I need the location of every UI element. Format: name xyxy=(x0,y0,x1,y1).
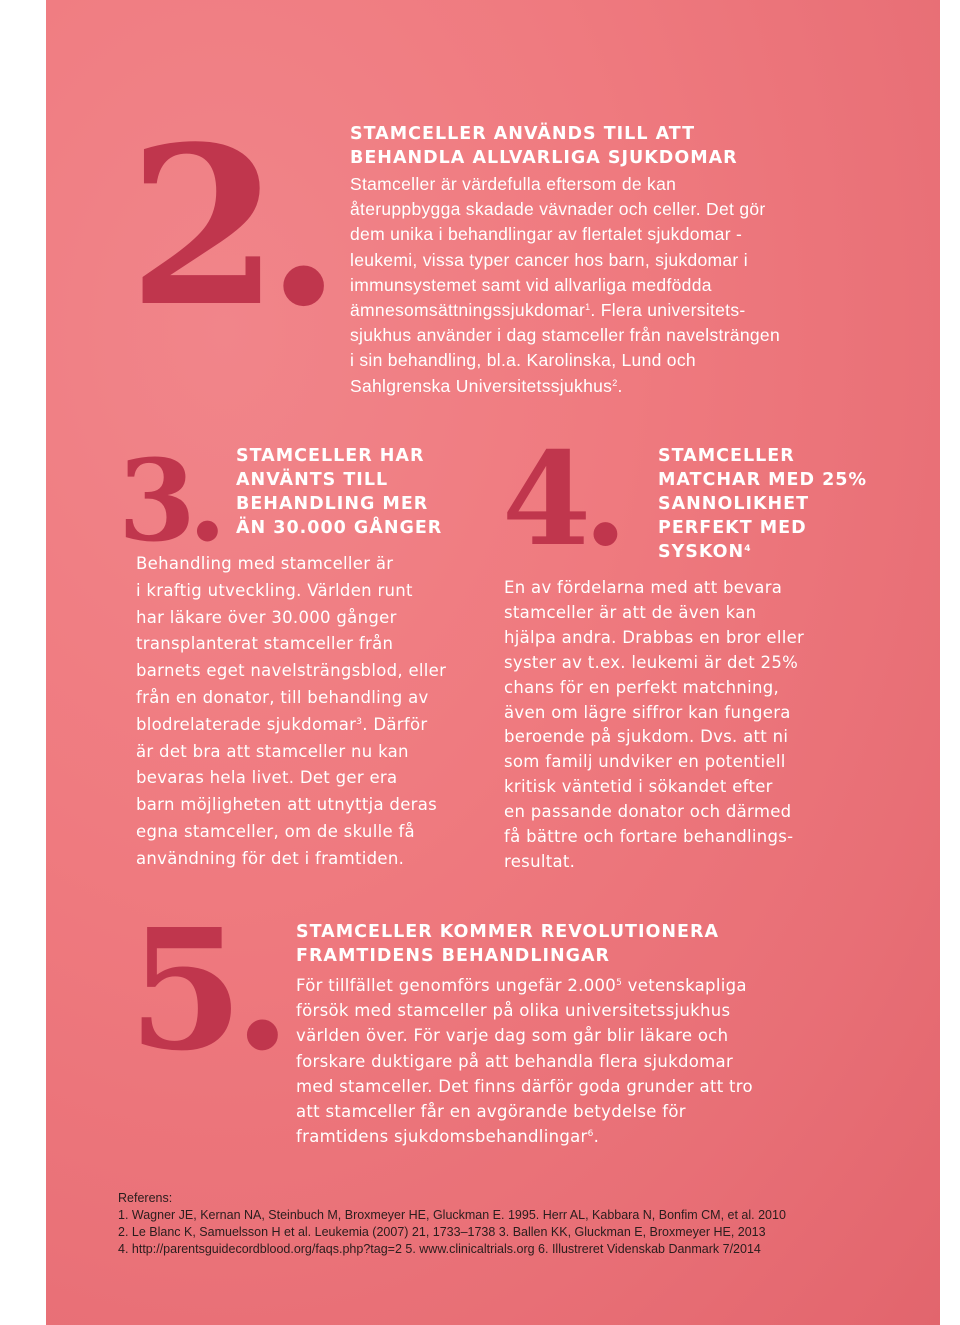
body-line: resultat. xyxy=(504,851,576,871)
body-line: även om lägre siffror kan fungera xyxy=(504,702,791,722)
body-line: Behandling med stamceller är xyxy=(136,554,394,573)
section-2-heading xyxy=(350,122,738,170)
body-line: användning för det i framtiden. xyxy=(136,848,405,868)
heading-text-run: SYSKON xyxy=(658,542,745,562)
body-line: immunsystemet samt vid allvarliga medfödda xyxy=(350,274,712,295)
body-line: transplanterat stamceller från xyxy=(136,634,394,654)
body-line: är det bra att stamceller nu kan xyxy=(136,741,409,761)
footnote-ref: 6 xyxy=(587,1129,594,1140)
body-line xyxy=(296,973,753,998)
body-text-run: blodrelaterade sjukdomar xyxy=(136,714,357,734)
footnote-ref: 2 xyxy=(612,377,618,388)
body-line: Stamceller är värdefulla eftersom de kan xyxy=(350,174,677,194)
section-3-number: 3. xyxy=(118,436,219,567)
body-line: försök med stamceller på olika universitetssjukhus xyxy=(296,1001,731,1021)
references xyxy=(118,1190,786,1258)
heading-line: MATCHAR MED 25% xyxy=(658,470,868,490)
section-5-number: 5. xyxy=(128,893,282,1088)
body-line: bevaras hela livet. Det ger era xyxy=(136,768,398,788)
heading-line: BEHANDLING MER xyxy=(236,494,429,514)
heading-line: FRAMTIDENS BEHANDLINGAR xyxy=(296,946,611,966)
body-line: barn möjligheten att utnyttja deras xyxy=(136,795,438,815)
heading-line: STAMCELLER HAR xyxy=(236,446,425,466)
body-line: som familj undviker en potentiell xyxy=(504,752,786,772)
footnote-ref: 1 xyxy=(585,302,591,313)
page-background xyxy=(46,0,940,1325)
section-4-heading xyxy=(658,444,867,564)
section-5-heading xyxy=(296,920,719,968)
heading-line: SANNOLIKHET xyxy=(658,494,810,514)
heading-line xyxy=(658,540,867,564)
body-text-run: . xyxy=(617,375,623,396)
page-margin-right xyxy=(940,0,960,1325)
body-line: med stamceller. Det finns därför goda grunder att tro xyxy=(296,1076,753,1096)
section-5-body xyxy=(296,973,753,1149)
body-line: barnets eget navelsträngsblod, eller xyxy=(136,661,447,681)
body-text-run: För tillfället genomförs ungefär 2.000 xyxy=(296,976,617,995)
body-line xyxy=(350,374,780,399)
body-line: återuppbygga skadade vävnader och celler. Det gör xyxy=(350,199,766,220)
body-line: egna stamceller, om de skulle få xyxy=(136,821,415,841)
body-text-run: . Därför xyxy=(362,714,428,734)
body-text-run: vetenskapliga xyxy=(622,976,747,995)
body-line xyxy=(296,1124,753,1149)
heading-line: ANVÄNTS TILL xyxy=(236,470,389,490)
body-line: en passande donator och därmed xyxy=(504,802,792,822)
section-3-heading xyxy=(236,444,442,540)
body-line: kritisk väntetid i sökandet efter xyxy=(504,777,773,797)
body-line: hjälpa andra. Drabbas en bror eller xyxy=(504,627,805,647)
footnote-ref: 4 xyxy=(744,544,752,554)
body-line: i sin behandling, bl.a. Karolinska, Lund och xyxy=(350,350,696,371)
body-line: från en donator, till behandling av xyxy=(136,687,429,707)
reference-line: 2. Le Blanc K, Samuelsson H et al. Leukemia (2007) 21, 1733–1738 3. Ballen KK, Gluckman E, Broxmeyer HE, 2013 xyxy=(118,1225,766,1239)
body-line: syster av t.ex. leukemi är det 25% xyxy=(504,652,799,672)
body-line: stamceller är att de även kan xyxy=(504,602,757,622)
heading-line: BEHANDLA ALLVARLIGA SJUKDOMAR xyxy=(350,148,738,168)
page-margin-left xyxy=(0,0,46,1325)
heading-line: ÄN 30.000 GÅNGER xyxy=(236,518,443,538)
body-line xyxy=(136,712,446,739)
body-text-run: . Flera universitets- xyxy=(590,300,746,321)
heading-line: STAMCELLER KOMMER REVOLUTIONERA xyxy=(296,922,719,942)
section-4-body xyxy=(504,576,804,875)
body-line: få bättre och fortare behandlings- xyxy=(504,827,794,847)
body-line: forskare duktigare på att behandla flera sjukdomar xyxy=(296,1051,734,1071)
body-line: att stamceller får en avgörande betydelse för xyxy=(296,1102,686,1122)
section-2-body xyxy=(350,172,780,399)
heading-line: STAMCELLER xyxy=(658,446,795,466)
body-text-run: Sahlgrenska Universitetssjukhus xyxy=(350,375,613,396)
reference-line: 1. Wagner JE, Kernan NA, Steinbuch M, Broxmeyer HE, Gluckman E. 1995. Herr AL, Kabbara N, Bonfim CM, et al. 2010 xyxy=(118,1208,786,1222)
body-line: har läkare över 30.000 gånger xyxy=(136,607,397,627)
body-line: världen över. För varje dag som går blir läkare och xyxy=(296,1026,729,1046)
body-line: beroende på sjukdom. Dvs. att ni xyxy=(504,727,789,747)
body-line: dem unika i behandlingar av flertalet sjukdomar - xyxy=(350,224,743,245)
body-line: En av fördelarna med att bevara xyxy=(504,578,783,597)
body-line: leukemi, vissa typer cancer hos barn, sjukdomar i xyxy=(350,249,748,270)
body-line: chans för en perfekt matchning, xyxy=(504,677,780,697)
heading-line: STAMCELLER ANVÄNDS TILL ATT xyxy=(350,124,696,144)
footnote-ref: 3 xyxy=(356,716,363,727)
reference-line: 4. http://parentsguidecordblood.org/faqs.php?tag=2 5. www.clinicaltrials.org 6. Illustreret Videnskab Danmark 7/2014 xyxy=(118,1242,761,1256)
body-text-run: ämnesomsättningssjukdomar xyxy=(350,300,586,321)
body-text-run: framtidens sjukdomsbehandlingar xyxy=(296,1127,588,1147)
body-line: sjukhus använder i dag stamceller från navelsträngen xyxy=(350,325,781,346)
section-4-number: 4. xyxy=(502,425,620,575)
footnote-ref: 5 xyxy=(616,978,623,988)
heading-line: PERFEKT MED xyxy=(658,518,807,538)
body-line xyxy=(350,298,780,323)
body-line: i kraftig utveckling. Världen runt xyxy=(136,580,413,600)
body-text-run: . xyxy=(593,1127,600,1147)
section-2-number: 2. xyxy=(128,99,328,355)
section-3-body xyxy=(136,551,446,873)
references-title: Referens: xyxy=(118,1191,173,1205)
